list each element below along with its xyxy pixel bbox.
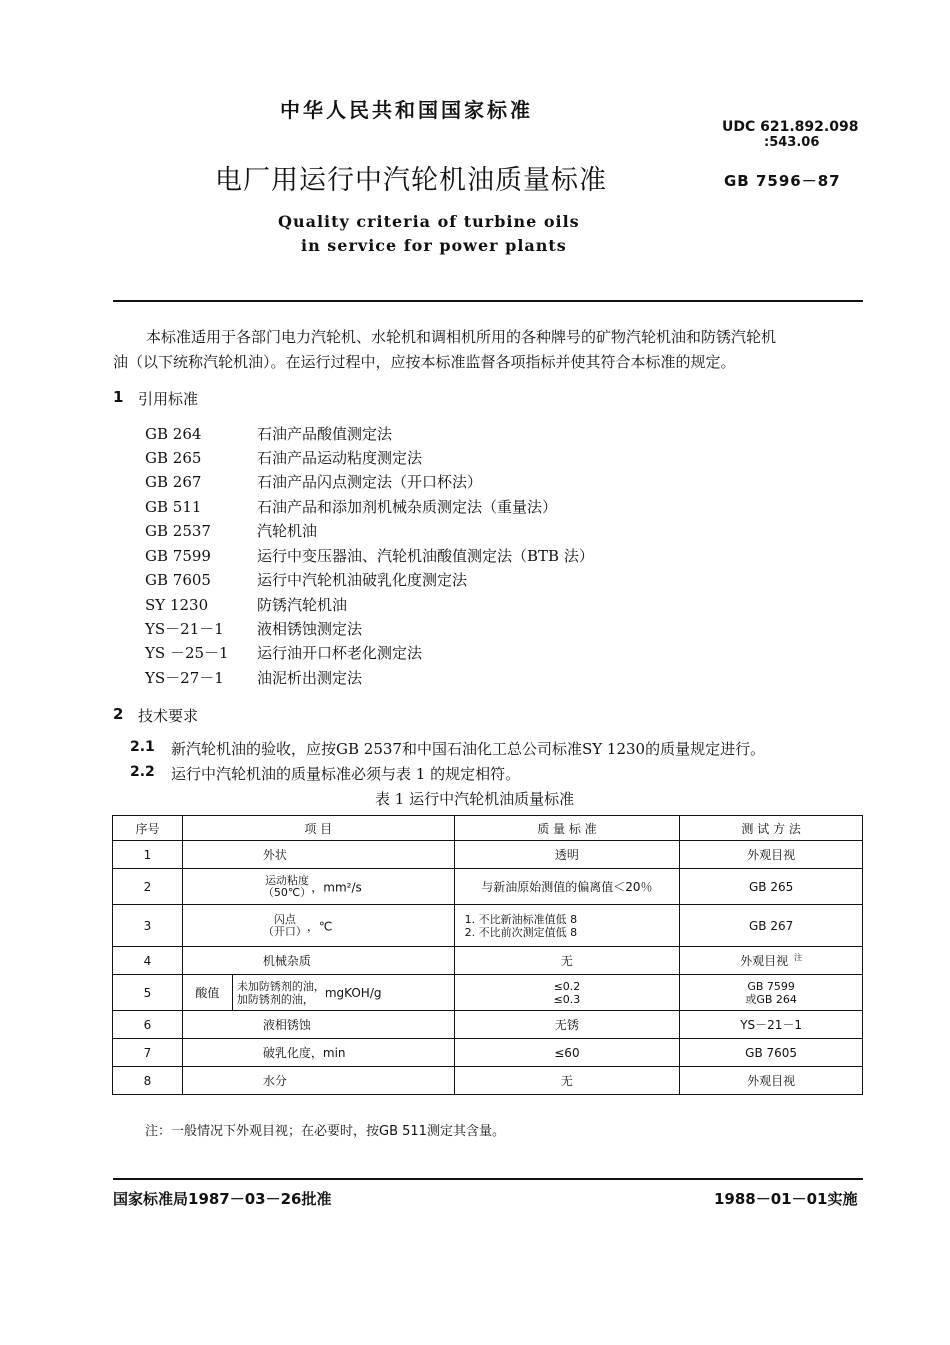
cell-no: 1 bbox=[113, 841, 183, 869]
cell-method: GB 7605 bbox=[680, 1039, 863, 1067]
standard-line-2: 2. 不比前次测定值低 8 bbox=[464, 925, 578, 939]
standard-line-2: ≤0.3 bbox=[553, 992, 581, 1006]
cell-standard: 无 bbox=[454, 947, 680, 975]
list-item: GB 7605 运行中汽轮机油破乳化度测定法 bbox=[145, 571, 468, 589]
clause-2-1-number: 2.1 bbox=[130, 739, 155, 755]
table-row bbox=[113, 1039, 863, 1067]
note-marker: 注 bbox=[794, 953, 803, 962]
cell-no: 6 bbox=[113, 1011, 183, 1039]
section2-number: 2 bbox=[113, 705, 124, 723]
english-title-line1: Quality criteria of turbine oils bbox=[278, 212, 580, 231]
item-condition: （开口） bbox=[262, 924, 307, 938]
cell-method bbox=[680, 975, 863, 1011]
item-condition: （50℃） bbox=[262, 885, 312, 899]
cell-standard: 无锈 bbox=[454, 1011, 680, 1039]
table-caption: 表 1 运行中汽轮机油质量标准 bbox=[375, 790, 575, 808]
cell-no: 8 bbox=[113, 1067, 183, 1095]
clause-2-2-number: 2.2 bbox=[130, 764, 155, 780]
method-text: 外观目视 bbox=[740, 954, 789, 968]
effective-date: 1988－01－01实施 bbox=[714, 1190, 858, 1208]
clause-2-1-text: 新汽轮机油的验收，应按GB 2537和中国石油化工总公司标准SY 1230的质量规定进行。 bbox=[171, 740, 766, 758]
list-item: YS－21－1 液相锈蚀测定法 bbox=[145, 620, 363, 638]
standard-line-1: 1. 不比新油标准值低 8 bbox=[464, 912, 578, 926]
cell-item bbox=[182, 905, 454, 947]
cell-method: GB 267 bbox=[680, 905, 863, 947]
cell-standard: ≤60 bbox=[454, 1039, 680, 1067]
table-row bbox=[113, 947, 863, 975]
header-standard: 质 量 标 准 bbox=[454, 816, 680, 841]
method-line-2: 或GB 264 bbox=[745, 992, 797, 1006]
cell-no: 4 bbox=[113, 947, 183, 975]
list-item: GB 7599 运行中变压器油、汽轮机油酸值测定法（BTB 法） bbox=[145, 547, 594, 565]
cell-item: 水分 bbox=[182, 1067, 454, 1095]
item-unit: mgKOH/g bbox=[324, 985, 382, 1000]
cell-item bbox=[232, 975, 454, 1011]
table-row bbox=[113, 1067, 863, 1095]
cell-standard: 无 bbox=[454, 1067, 680, 1095]
cell-item bbox=[182, 869, 454, 905]
item-name: 闪点 bbox=[273, 912, 296, 926]
standard-line-1: ≤0.2 bbox=[553, 979, 581, 993]
list-item: YS －25－1 运行油开口杯老化测定法 bbox=[145, 644, 423, 662]
cell-method bbox=[680, 947, 863, 975]
item-sub-1: 未加防锈剂的油， bbox=[236, 979, 325, 993]
cell-standard bbox=[454, 975, 680, 1011]
list-item: GB 511 石油产品和添加剂机械杂质测定法（重量法） bbox=[145, 498, 558, 516]
cell-no: 2 bbox=[113, 869, 183, 905]
cell-group: 酸值 bbox=[182, 975, 232, 1011]
intro-line2: 油（以下统称汽轮机油）。在运行过程中，应按本标准监督各项指标并使其符合本标准的规定。 bbox=[113, 353, 736, 371]
item-unit: ，℃ bbox=[306, 919, 333, 933]
cell-no: 7 bbox=[113, 1039, 183, 1067]
cell-no: 5 bbox=[113, 975, 183, 1011]
list-item: GB 2537 汽轮机油 bbox=[145, 522, 318, 540]
english-title-line2: in service for power plants bbox=[301, 236, 567, 255]
cell-method: 外观目视 bbox=[680, 841, 863, 869]
table-note: 注：一般情况下外观目视；在必要时，按GB 511测定其含量。 bbox=[145, 1124, 505, 1139]
cell-standard bbox=[454, 905, 680, 947]
table-header-row bbox=[113, 816, 863, 841]
country-standard-heading: 中华人民共和国国家标准 bbox=[280, 98, 533, 122]
table-row bbox=[113, 905, 863, 947]
item-name: 运动粘度 bbox=[265, 873, 310, 887]
header-no: 序号 bbox=[113, 816, 183, 841]
intro-line1: 本标准适用于各部门电力汽轮机、水轮机和调相机所用的各种牌号的矿物汽轮机油和防锈汽轮机 bbox=[146, 328, 777, 346]
list-item: GB 265 石油产品运动粘度测定法 bbox=[145, 449, 423, 467]
approval-date: 国家标准局1987－03－26批准 bbox=[113, 1190, 332, 1208]
udc-code-line1: UDC 621.892.098 bbox=[722, 119, 859, 135]
section1-number: 1 bbox=[113, 388, 124, 406]
cell-item: 破乳化度，min bbox=[182, 1039, 454, 1067]
list-item: GB 267 石油产品闪点测定法（开口杯法） bbox=[145, 473, 483, 491]
list-item: YS－27－1 油泥析出测定法 bbox=[145, 669, 363, 687]
cell-item: 机械杂质 bbox=[182, 947, 454, 975]
table-row bbox=[113, 841, 863, 869]
cell-item: 外状 bbox=[182, 841, 454, 869]
cell-method: 外观目视 bbox=[680, 1067, 863, 1095]
document-title: 电厂用运行中汽轮机油质量标准 bbox=[215, 165, 607, 196]
quality-standard-table bbox=[112, 815, 863, 1095]
clause-2-2-text: 运行中汽轮机油的质量标准必须与表 1 的规定相符。 bbox=[171, 765, 521, 783]
cell-method: GB 265 bbox=[680, 869, 863, 905]
table-row bbox=[113, 869, 863, 905]
list-item: GB 264 石油产品酸值测定法 bbox=[145, 425, 393, 443]
cell-standard: 透明 bbox=[454, 841, 680, 869]
section2-title: 技术要求 bbox=[138, 707, 199, 725]
footer-divider bbox=[113, 1178, 863, 1180]
udc-code-line2: :543.06 bbox=[764, 135, 820, 150]
list-item: SY 1230 防锈汽轮机油 bbox=[145, 596, 348, 614]
header-item: 项 目 bbox=[182, 816, 454, 841]
section1-title: 引用标准 bbox=[138, 390, 199, 408]
table-row bbox=[113, 975, 863, 1011]
header-method: 测 试 方 法 bbox=[680, 816, 863, 841]
cell-no: 3 bbox=[113, 905, 183, 947]
cell-item: 液相锈蚀 bbox=[182, 1011, 454, 1039]
header-divider bbox=[113, 300, 863, 302]
item-sub-2: 加防锈剂的油， bbox=[236, 992, 314, 1006]
method-line-1: GB 7599 bbox=[747, 979, 795, 993]
cell-standard: 与新油原始测值的偏离值＜20％ bbox=[454, 869, 680, 905]
table-row bbox=[113, 1011, 863, 1039]
gb-number: GB 7596－87 bbox=[724, 172, 841, 190]
cell-method: YS－21－1 bbox=[680, 1011, 863, 1039]
item-unit: ，mm²/s bbox=[311, 880, 362, 894]
